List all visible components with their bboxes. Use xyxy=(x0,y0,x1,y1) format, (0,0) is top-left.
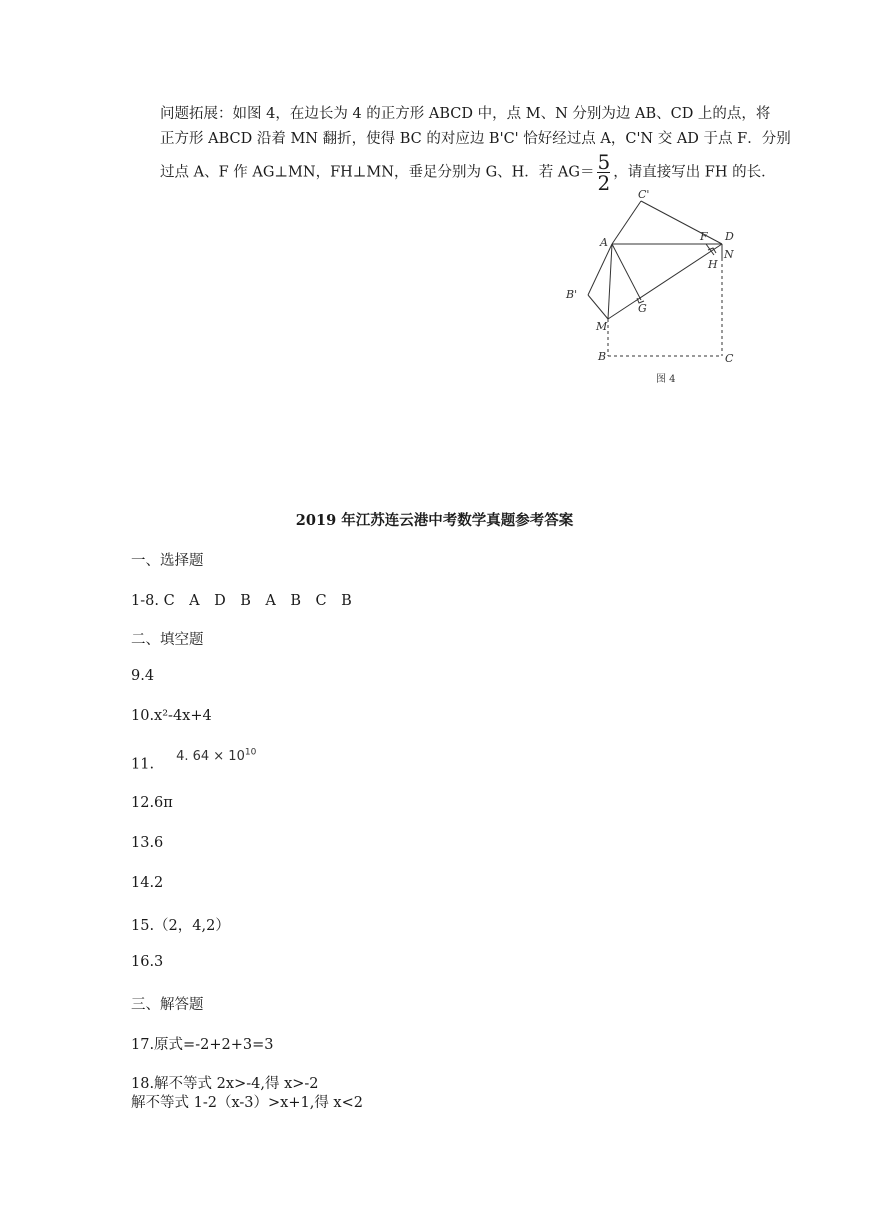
figure-caption: 图 4 xyxy=(656,374,676,385)
answer-14: 14.2 xyxy=(131,875,164,891)
answer-18-step-2: 解不等式 1-2（x-3）>x+1,得 x<2 xyxy=(131,1095,363,1111)
answer-9: 9.4 xyxy=(131,668,155,684)
label-c: C xyxy=(725,352,734,365)
fraction-denominator: 2 xyxy=(597,171,611,195)
answer-17: 17.原式=-2+2+3=3 xyxy=(131,1037,274,1053)
geometry-diagram xyxy=(560,188,750,388)
answer-11-exponent: 10 xyxy=(244,748,257,758)
answer-11-number: 11. xyxy=(131,756,155,773)
segment-a-b1 xyxy=(588,244,612,295)
label-a: A xyxy=(600,236,608,249)
label-c-prime: C' xyxy=(638,188,650,201)
label-m: M xyxy=(596,320,608,333)
fraction-numerator: 5 xyxy=(597,150,611,174)
answer-11 xyxy=(131,748,257,773)
figure-4 xyxy=(560,188,750,388)
answer-18-step-1: 18.解不等式 2x>-4,得 x>-2 xyxy=(131,1076,319,1092)
answer-10: 10.x²-4x+4 xyxy=(131,708,212,724)
answer-12: 12.6π xyxy=(131,795,173,811)
answer-15: 15.（2，4,2） xyxy=(131,918,230,934)
problem-line-3-end: ，请直接写出 FH 的长． xyxy=(613,164,776,181)
answer-13: 13.6 xyxy=(131,835,164,851)
section-choice: 一、选择题 xyxy=(131,553,204,569)
problem-line-2: 正方形 ABCD 沿着 MN 翻折，使得 BC 的对应边 B'C' 恰好经过点 A，C'N 交 AD 于点 F．分别 xyxy=(160,131,791,147)
section-fill-blank: 二、填空题 xyxy=(131,632,204,648)
label-b-prime: B' xyxy=(566,288,578,301)
answer-11-value xyxy=(176,749,256,764)
fraction-five-halves xyxy=(597,152,610,193)
answers-title: 2019 年江苏连云港中考数学真题参考答案 xyxy=(295,512,574,529)
label-b: B xyxy=(598,350,607,363)
label-n: N xyxy=(724,248,734,261)
segment-c1-a xyxy=(612,201,641,244)
segment-b1-m xyxy=(588,295,608,319)
answer-16: 16.3 xyxy=(131,954,164,970)
problem-line-1: 问题拓展：如图 4，在边长为 4 的正方形 ABCD 中，点 M、N 分别为边 AB、CD 上的点，将 xyxy=(160,106,771,122)
segment-a-m xyxy=(608,244,612,319)
segment-c1-n xyxy=(641,201,722,244)
label-f: F xyxy=(700,230,708,243)
problem-line-3 xyxy=(160,150,776,195)
segment-a-g xyxy=(612,244,641,300)
label-d: D xyxy=(725,230,734,243)
answer-11-mantissa: 4. 64 × 10 xyxy=(176,749,245,765)
section-solutions: 三、解答题 xyxy=(131,997,204,1013)
problem-extension xyxy=(160,102,791,195)
answer-1-8: 1-8. C A D B A B C B xyxy=(131,593,352,609)
problem-line-3-start: 过点 A、F 作 AG⊥MN，FH⊥MN，垂足分别为 G、H．若 AG＝ xyxy=(160,164,595,181)
segment-m-n xyxy=(608,244,722,319)
label-h: H xyxy=(708,258,718,271)
label-g: G xyxy=(638,302,647,315)
